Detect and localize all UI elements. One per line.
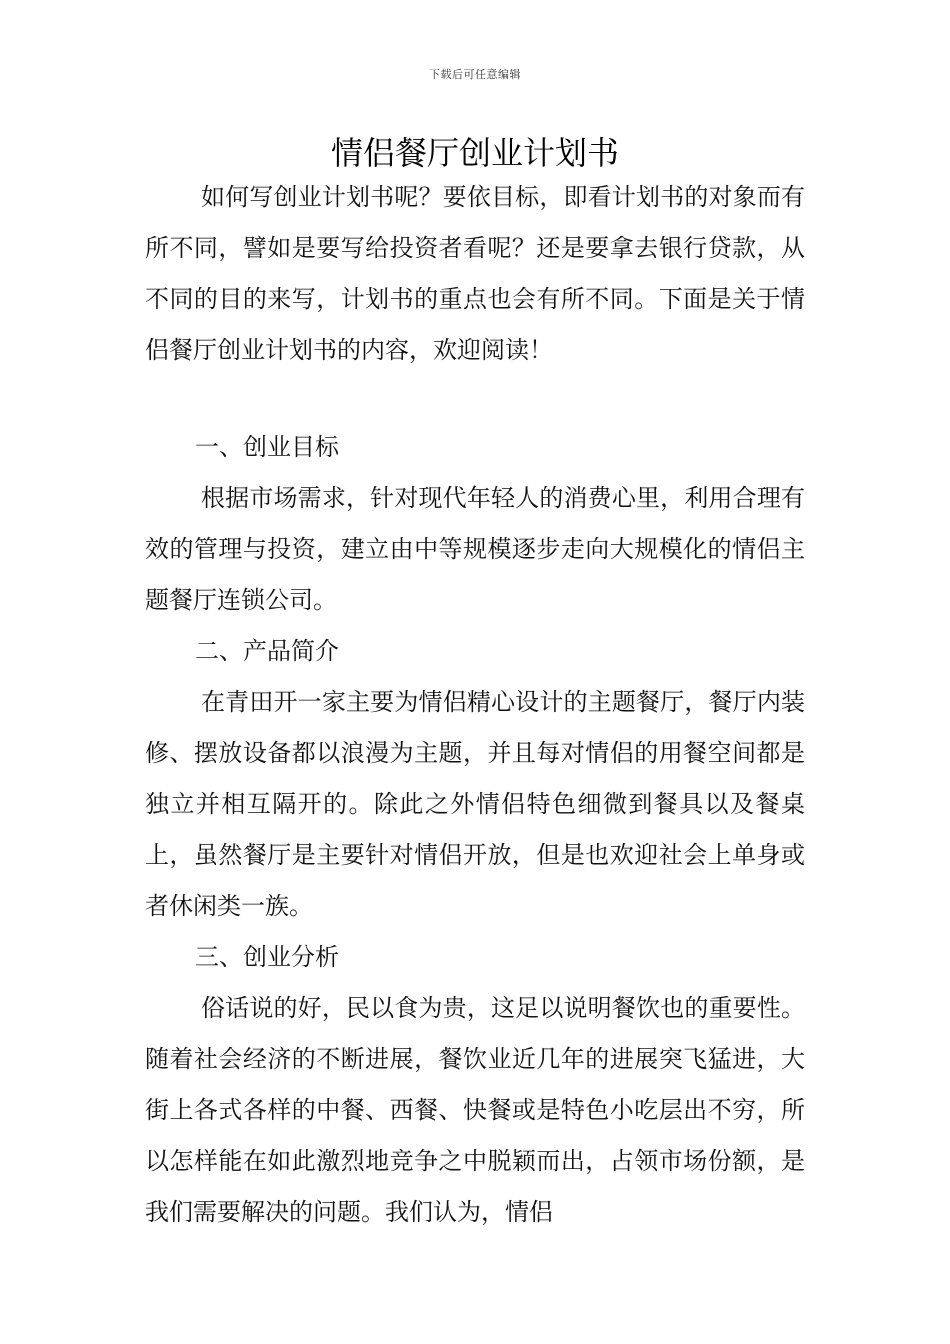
section-text-goal: 根据市场需求，针对现代年轻人的消费心里，利用合理有效的管理与投资，建立由中等规模逐步走向大规模化的情侣主题餐厅连锁公司。 <box>145 484 805 614</box>
header-note: 下载后可任意编辑 <box>429 68 521 81</box>
section-text-analysis: 俗话说的好，民以食为贵，这足以说明餐饮也的重要性。 随着社会经济的不断进展，餐饮业近几年的进展突飞猛进，大街上各式各样的中餐、西餐、快餐或是特色小吃层出不穷，所以怎样能在如此激烈地竞争之中脱颖而出，占领市场份额，是我们需要解决的问题。我们认为，情侣 <box>145 994 805 1226</box>
section-heading-analysis: 三、创业分析 <box>195 943 339 971</box>
page-title: 情侣餐厅创业计划书 <box>330 134 619 172</box>
intro-block <box>145 172 805 376</box>
section-heading-product: 二、产品简介 <box>195 637 339 665</box>
section-text-product: 在青田开一家主要为情侣精心设计的主题餐厅，餐厅内装修、摆放设备都以浪漫为主题，并且每对情侣的用餐空间都是独立并相互隔开的。除此之外情侣特色细微到餐具以及餐桌上，虽然餐厅是主要针对情侣开放，但是也欢迎社会上单身或者休闲类一族。 <box>145 688 805 920</box>
section-heading-goal: 一、创业目标 <box>195 433 339 461</box>
intro-paragraph: 如何写创业计划书呢？要依目标，即看计划书的对象而有所不同，譬如是要写给投资者看呢？还是要拿去银行贷款，从不同的目的来写，计划书的重点也会有所不同。下面是关于情侣餐厅创业计划书的内容，欢迎阅读！ <box>145 183 805 364</box>
sections-block <box>145 422 805 1238</box>
